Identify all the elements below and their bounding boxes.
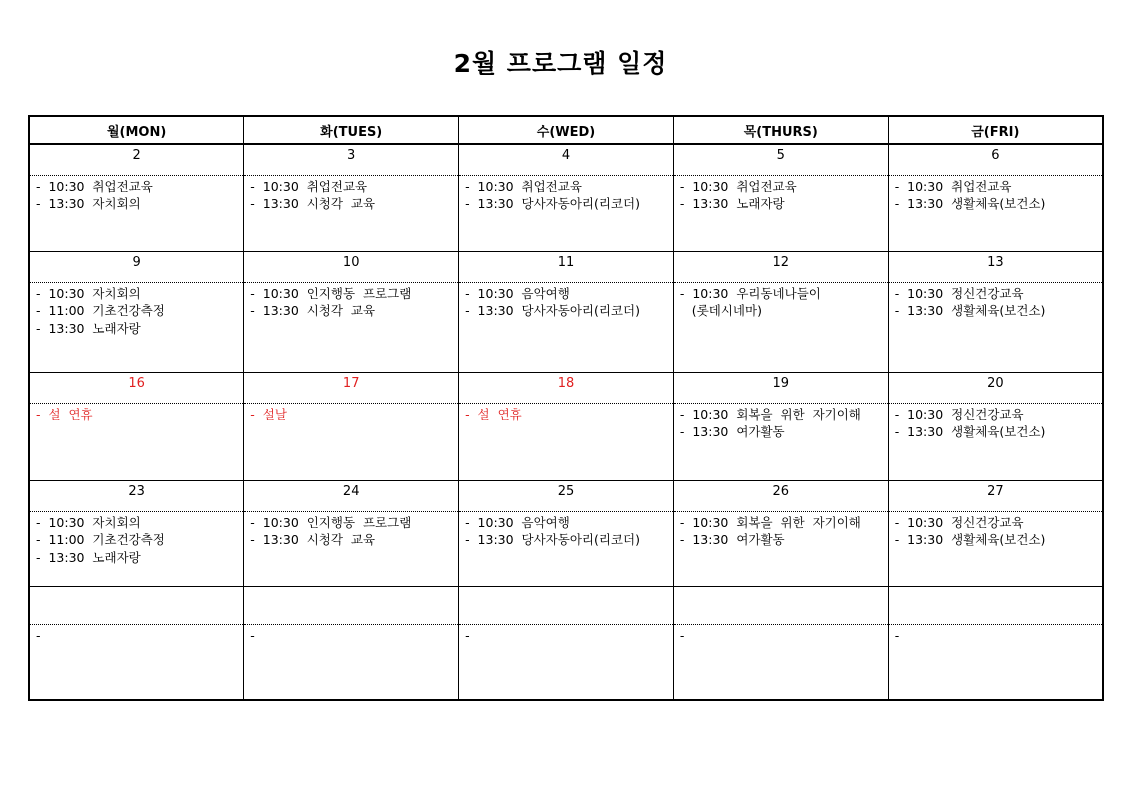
events-row [29,175,1103,251]
events-cell-thu [673,624,888,700]
event-item: - 10:30 회복을 위한 자기이해 [679,514,861,530]
date-cell-thu: 5 [673,144,888,175]
weekday-header-row [29,116,1103,144]
page-title: 2월 프로그램 일정 [453,49,668,78]
events-row [29,624,1103,700]
events-cell-thu [673,175,888,251]
event-item: - 11:00 기초건강측정 [36,303,165,318]
event-item: (롯데시네마) [679,303,762,318]
events-cell-mon [29,511,244,586]
date-row [29,480,1103,511]
header-thursday: 목(THURS) [673,116,888,144]
events-cell-thu [673,511,888,586]
event-item: - 10:30 회복을 위한 자기이해 [679,406,861,422]
event-item: - 10:30 인지행동 프로그램 [250,514,412,530]
events-cell-wed [459,282,674,372]
date-cell-mon: 23 [29,480,244,511]
header-friday: 금(FRI) [888,116,1103,144]
event-item: - 10:30 취업전교육 [36,178,153,194]
event-item: - 설 연휴 [465,406,522,422]
event-item: - 10:30 취업전교육 [679,178,797,194]
date-cell-wed: 18 [459,372,674,403]
event-item: - [679,627,685,643]
event-item: - [36,627,41,643]
event-item: - 10:30 음악여행 [465,514,570,530]
events-cell-wed [459,175,674,251]
event-item: - 10:30 취업전교육 [465,178,582,194]
date-cell-thu: 12 [673,251,888,282]
event-item: - 11:00 기초건강측정 [36,532,165,547]
event-item: - 13:30 노래자랑 [36,549,141,565]
calendar-body [29,144,1103,700]
event-item: - 13:30 생활체육(보건소) [894,532,1046,547]
event-item: - [465,627,470,643]
event-item: - 10:30 인지행동 프로그램 [250,285,412,301]
event-item: - 13:30 여가활동 [679,532,785,547]
event-item: - 13:30 당사자동아리(리코더) [465,532,640,547]
event-item: - 13:30 생활체육(보건소) [894,196,1046,211]
date-cell-mon: 9 [29,251,244,282]
events-cell-mon [29,175,244,251]
date-cell-fri: 13 [888,251,1103,282]
date-cell-fri: 27 [888,480,1103,511]
event-item: - 10:30 음악여행 [465,285,570,301]
event-item: - 13:30 생활체육(보건소) [894,303,1046,318]
date-cell-mon [29,586,244,624]
date-row [29,586,1103,624]
event-item: - 13:30 당사자동아리(리코더) [465,196,640,211]
events-cell-thu [673,282,888,372]
date-cell-thu [673,586,888,624]
date-cell-fri: 6 [888,144,1103,175]
date-cell-thu: 26 [673,480,888,511]
event-item: - 13:30 시청각 교육 [250,196,376,211]
event-item: - [894,627,900,643]
event-item: - [250,627,255,643]
date-cell-tue [244,586,459,624]
date-cell-tue: 3 [244,144,459,175]
event-item: - 13:30 노래자랑 [679,196,785,211]
header-monday: 월(MON) [29,116,244,144]
event-item: - 13:30 시청각 교육 [250,303,376,318]
events-row [29,282,1103,372]
events-cell-tue [244,175,459,251]
date-cell-fri: 20 [888,372,1103,403]
event-item: - 10:30 취업전교육 [894,178,1012,194]
date-cell-mon: 16 [29,372,244,403]
events-cell-fri [888,403,1103,480]
event-item: - 10:30 자치회의 [36,285,141,301]
events-cell-tue [244,403,459,480]
events-cell-thu [673,403,888,480]
event-item: - 13:30 자치회의 [36,196,141,211]
events-cell-fri [888,175,1103,251]
event-item: - 설날 [250,406,287,422]
event-item: - 10:30 정신건강교육 [894,285,1024,301]
events-row [29,403,1103,480]
event-item: - 설 연휴 [36,406,93,422]
events-cell-fri [888,511,1103,586]
event-item: - 13:30 시청각 교육 [250,532,376,547]
date-cell-wed: 11 [459,251,674,282]
event-item: - 10:30 정신건강교육 [894,406,1024,422]
date-cell-tue: 17 [244,372,459,403]
date-row [29,251,1103,282]
events-cell-wed [459,624,674,700]
events-cell-tue [244,511,459,586]
date-cell-wed: 25 [459,480,674,511]
header-tuesday: 화(TUES) [244,116,459,144]
event-item: - 13:30 생활체육(보건소) [894,424,1046,439]
events-cell-fri [888,624,1103,700]
header-wednesday: 수(WED) [459,116,674,144]
event-item: - 13:30 노래자랑 [36,320,141,336]
schedule-calendar [28,115,1104,701]
event-item: - 10:30 자치회의 [36,514,141,530]
events-cell-wed [459,403,674,480]
events-cell-wed [459,511,674,586]
events-cell-mon [29,624,244,700]
events-row [29,511,1103,586]
date-cell-tue: 10 [244,251,459,282]
date-row [29,372,1103,403]
date-cell-thu: 19 [673,372,888,403]
events-cell-mon [29,282,244,372]
events-cell-tue [244,282,459,372]
date-cell-tue: 24 [244,480,459,511]
event-item: - 13:30 당사자동아리(리코더) [465,303,640,318]
event-item: - 10:30 우리동네나들이 [679,285,821,301]
events-cell-fri [888,282,1103,372]
events-cell-tue [244,624,459,700]
date-cell-mon: 2 [29,144,244,175]
date-cell-fri [888,586,1103,624]
event-item: - 10:30 취업전교육 [250,178,368,194]
event-item: - 13:30 여가활동 [679,424,785,439]
date-cell-wed [459,586,674,624]
event-item: - 10:30 정신건강교육 [894,514,1024,530]
date-cell-wed: 4 [459,144,674,175]
events-cell-mon [29,403,244,480]
date-row [29,144,1103,175]
